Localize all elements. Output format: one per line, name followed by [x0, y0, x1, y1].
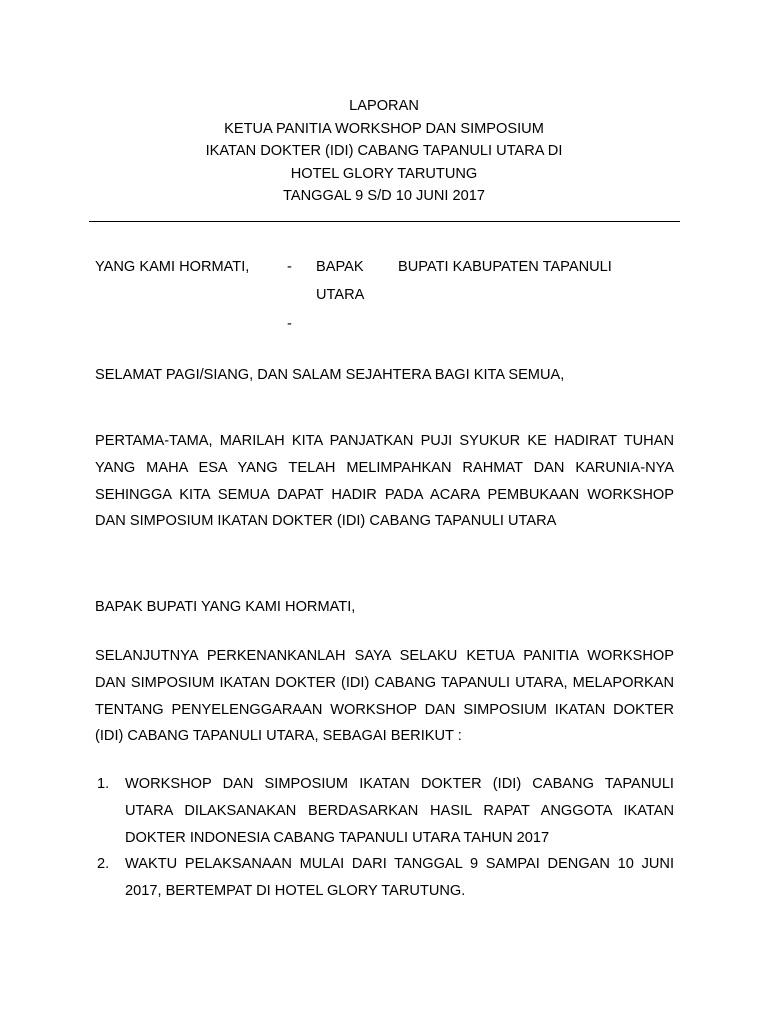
list-item-number: 1.: [97, 776, 110, 792]
salutation-name: BUPATI KABUPATEN TAPANULI: [398, 259, 612, 275]
list-item: [95, 851, 674, 905]
salutation-label: YANG KAMI HORMATI,: [95, 259, 250, 275]
greeting: SELAMAT PAGI/SIANG, DAN SALAM SEJAHTERA BAGI KITA SEMUA,: [95, 367, 565, 383]
list-item-text: WORKSHOP DAN SIMPOSIUM IKATAN DOKTER (IDI) CABANG TAPANULI UTARA DILAKSANAKAN BERDASARKAN HASIL RAPAT ANGGOTA IKATAN DOKTER INDONESIA CABANG TAPANULI UTARA TAHUN 2017: [125, 776, 674, 846]
second-address: BAPAK BUPATI YANG KAMI HORMATI,: [95, 599, 356, 615]
report-list: [95, 771, 674, 905]
opening-paragraph: PERTAMA-TAMA, MARILAH KITA PANJATKAN PUJI SYUKUR KE HADIRAT TUHAN YANG MAHA ESA YANG TELAH MELIMPAHKAN RAHMAT DAN KARUNIA-NYA SEHINGGA KITA SEMUA DAPAT HADIR PADA ACARA PEMBUKAAN WORKSHOP DAN SIMPOSIUM IKATAN DOKTER (IDI) CABANG TAPANULI UTARA: [95, 433, 674, 530]
report-title: LAPORAN: [349, 98, 419, 114]
list-item-text: WAKTU PELAKSANAAN MULAI DARI TANGGAL 9 SAMPAI DENGAN 10 JUNI 2017, BERTEMPAT DI HOTEL GLORY TARUTUNG.: [125, 856, 674, 900]
report-paragraph: SELANJUTNYA PERKENANKANLAH SAYA SELAKU KETUA PANITIA WORKSHOP DAN SIMPOSIUM IKATAN DOKTER (IDI) CABANG TAPANULI UTARA, MELAPORKAN TENTANG PENYELENGGARAAN WORKSHOP DAN SIMPOSIUM IKATAN DOKTER (IDI) CABANG TAPANULI UTARA, SEBAGAI BERIKUT :: [95, 648, 674, 745]
report-subtitle-line-2: IKATAN DOKTER (IDI) CABANG TAPANULI UTARA DI: [205, 143, 563, 159]
report-date: TANGGAL 9 S/D 10 JUNI 2017: [283, 188, 485, 204]
salutation-dash-1: -: [287, 259, 292, 275]
list-item-number: 2.: [97, 856, 110, 873]
report-header: [0, 95, 768, 208]
list-item: [95, 771, 674, 851]
salutation-title: BAPAK: [316, 259, 364, 275]
salutation-dash-2: -: [287, 316, 292, 332]
salutation-name-continued: UTARA: [316, 287, 365, 303]
report-subtitle-line-1: KETUA PANITIA WORKSHOP DAN SIMPOSIUM: [224, 120, 544, 137]
header-divider: [89, 221, 680, 222]
report-subtitle-line-3: HOTEL GLORY TARUTUNG: [290, 165, 478, 182]
